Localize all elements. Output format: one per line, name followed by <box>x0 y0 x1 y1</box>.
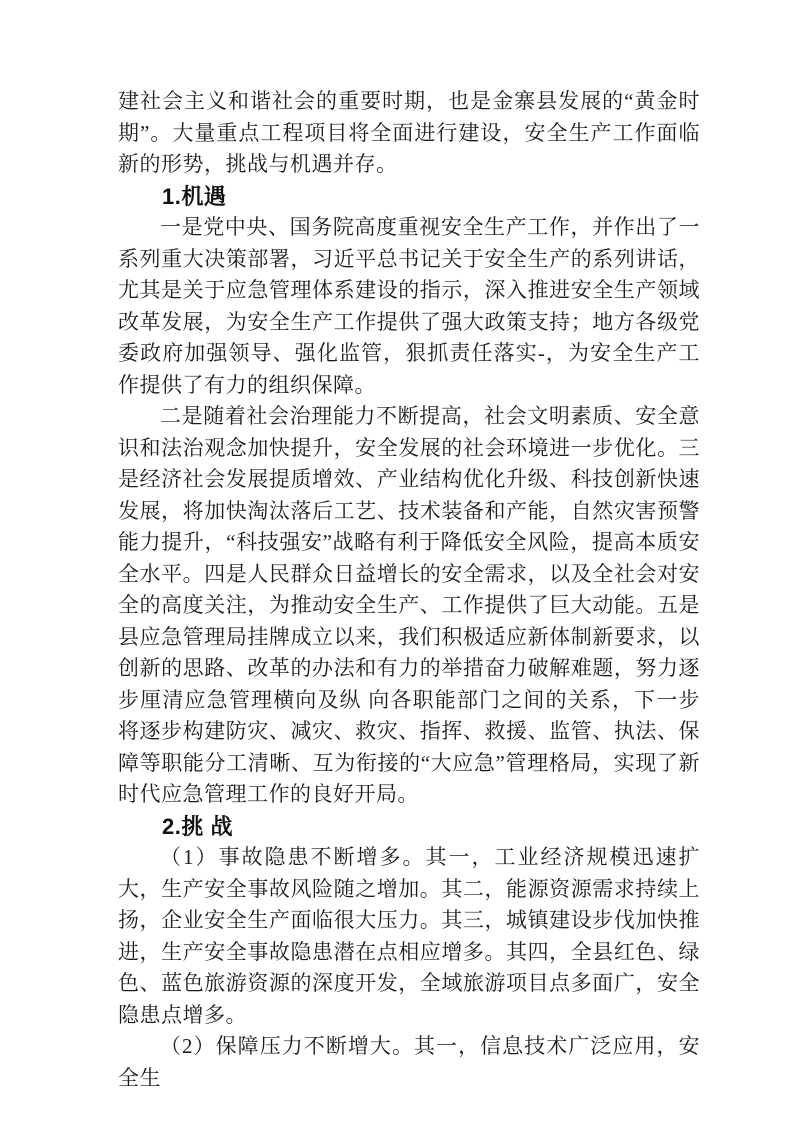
paragraph: （2）保障压力不断增大。其一，信息技术广泛应用，安全生 <box>118 1034 700 1090</box>
paragraph: （1）事故隐患不断增多。其一，工业经济规模迅速扩大，生产安全事故风险随之增加。其二，能源资源需求持续上扬，企业安全生产面临很大压力。其三，城镇建设步伐加快推进，生产安全事故隐患潜在点相应增多。其四，全县红色、绿色、蓝色旅游资源的深度开发，全域旅游项目点多面广，安全隐患点增多。 <box>118 845 700 1027</box>
section-heading: 1.机遇 <box>162 183 227 209</box>
section-heading: 2.挑 战 <box>162 813 233 839</box>
paragraph: 一是党中央、国务院高度重视安全生产工作，并作出了一系列重大决策部署，习近平总书记关于安全生产的系列讲话，尤其是关于应急管理体系建设的指示，深入推进安全生产领域改革发展，为安全生产工作提供了强大政策支持；地方各级党委政府加强领导、强化监管，狠抓责任落实-，为安全生产工作提供了有力的组织保障。 <box>118 215 700 397</box>
paragraph: 建社会主义和谐社会的重要时期，也是金寨县发展的“黄金时期”。大量重点工程项目将全面进行建设，安全生产工作面临新的形势，挑战与机遇并存。 <box>118 89 700 176</box>
paragraph: 二是随着社会治理能力不断提高，社会文明素质、安全意识和法治观念加快提升，安全发展的社会环境进一步优化。三是经济社会发展提质增效、产业结构优化升级、科技创新快速发展，将加快淘汰落后工艺、技术装备和产能，自然灾害预警能力提升，“科技强安”战略有利于降低安全风险，提高本质安全水平。四是人民群众日益增长的安全需求，以及全社会对安全的高度关注，为推动安全生产、工作提供了巨大动能。五是县应急管理局挂牌成立以来，我们积极适应新体制新要求，以创新的思路、改革的办法和有力的举措奋力破解难题，努力逐步厘清应急管理横向及纵 向各职能部门之间的关系，下一步将逐步构建防灾、减灾、救灾、指挥、救援、监管、执法、保障等职能分工清晰、互为衔接的“大应急”管理格局，实现了新时代应急管理工作的良好开局。 <box>118 404 700 806</box>
page-content <box>118 86 700 1094</box>
